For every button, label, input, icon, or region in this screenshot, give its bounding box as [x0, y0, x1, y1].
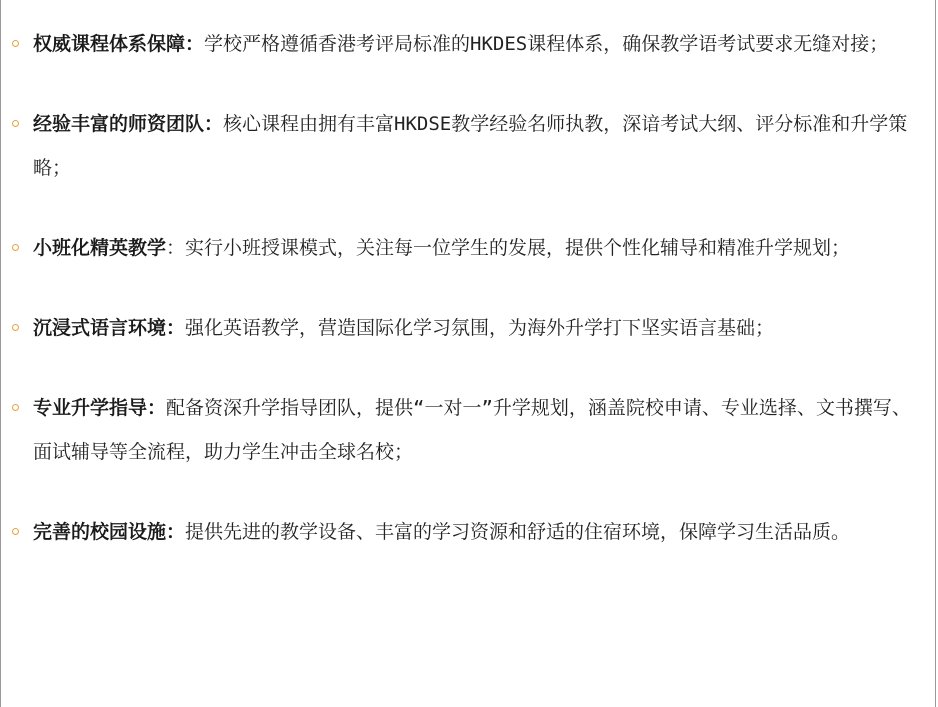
item-text: 核心课程由拥有丰富HKDSE教学经验名师执教，深谙考试大纲、评分标准和升学策略；	[33, 113, 908, 179]
item-title: 沉浸式语言环境：	[33, 317, 186, 339]
list-item	[11, 510, 921, 554]
list-item	[11, 226, 921, 270]
item-text: ：实行小班授课模式，关注每一位学生的发展，提供个性化辅导和精准升学规划；	[166, 237, 851, 259]
item-title: 完善的校园设施：	[33, 521, 186, 543]
circle-bullet-icon	[12, 404, 19, 411]
circle-bullet-icon	[12, 324, 19, 331]
list-item	[11, 22, 921, 66]
item-title: 小班化精英教学	[33, 237, 167, 259]
item-text: 提供先进的教学设备、丰富的学习资源和舒适的住宿环境，保障学习生活品质。	[185, 521, 851, 543]
item-title: 经验丰富的师资团队：	[33, 113, 224, 135]
circle-bullet-icon	[12, 528, 19, 535]
feature-list	[11, 22, 921, 590]
circle-bullet-icon	[12, 244, 19, 251]
circle-bullet-icon	[12, 40, 19, 47]
item-text: 学校严格遵循香港考评局标准的HKDES课程体系，确保教学语考试要求无缝对接；	[204, 33, 889, 55]
list-item	[11, 102, 921, 190]
list-item	[11, 306, 921, 350]
circle-bullet-icon	[12, 120, 19, 127]
item-text: 配备资深升学指导团队，提供“一对一”升学规划，涵盖院校申请、专业选择、文书撰写、面试辅导等全流程，助力学生冲击全球名校；	[33, 397, 911, 463]
list-item	[11, 386, 921, 474]
item-title: 权威课程体系保障：	[33, 33, 205, 55]
item-text: 强化英语教学，营造国际化学习氛围，为海外升学打下坚实语言基础；	[185, 317, 775, 339]
item-title: 专业升学指导：	[33, 397, 167, 419]
